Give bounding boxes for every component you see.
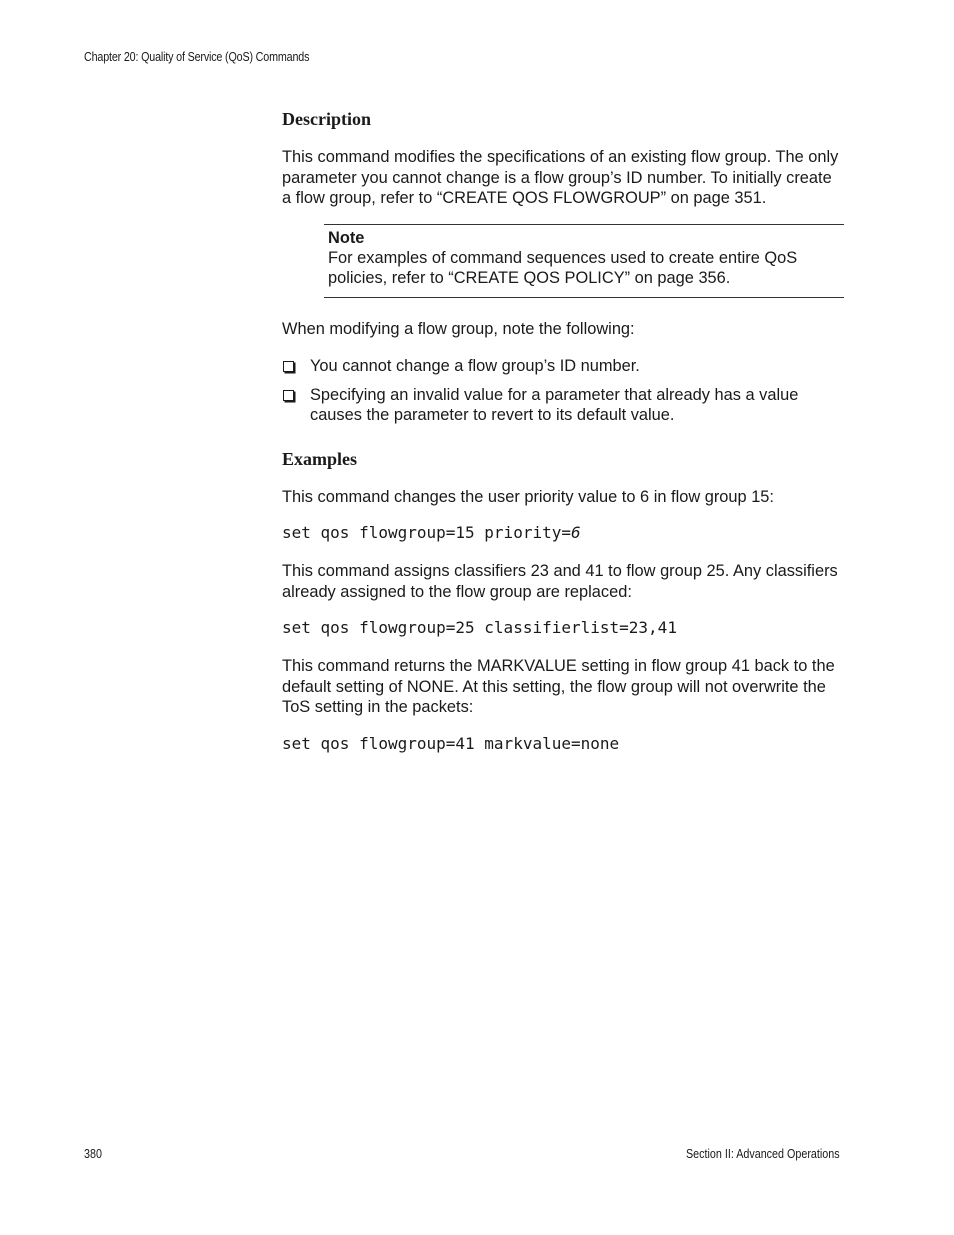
example-3-text: This command returns the MARKVALUE setting in flow group 41 back to the default setting of NONE. At this setting, the flow group will not overwrite the ToS setting in the packets: bbox=[282, 657, 835, 716]
modify-intro: When modifying a flow group, note the following: bbox=[282, 319, 635, 338]
example-2-text: This command assigns classifiers 23 and 41 to flow group 25. Any classifiers already assigned to the flow group are replaced: bbox=[282, 562, 838, 601]
note-title: Note bbox=[328, 228, 365, 247]
checkbox-bullet-icon bbox=[283, 361, 294, 372]
running-footer-section: Section II: Advanced Operations bbox=[686, 1147, 840, 1161]
page-content bbox=[282, 108, 844, 754]
example-1-code-command: set qos flowgroup=15 priority= bbox=[282, 523, 571, 542]
list-item-text: You cannot change a flow group’s ID number. bbox=[310, 357, 640, 375]
page-number: 380 bbox=[84, 1147, 102, 1161]
running-header: Chapter 20: Quality of Service (QoS) Commands bbox=[84, 50, 310, 64]
example-1-code-variable: 6 bbox=[570, 523, 581, 542]
note-box bbox=[324, 224, 844, 298]
example-1-code bbox=[282, 523, 844, 543]
description-text: This command modifies the specifications of an existing flow group. The only parameter you cannot change is a flow group’s ID number. To initially create a flow group, refer to “CREATE QOS FLOWGROUP” on page 351. bbox=[282, 148, 839, 207]
list-item bbox=[282, 356, 844, 377]
example-2-code: set qos flowgroup=25 classifierlist=23,41 bbox=[282, 618, 677, 637]
examples-heading: Examples bbox=[282, 448, 358, 469]
list-item bbox=[282, 385, 844, 426]
example-1-text: This command changes the user priority value to 6 in flow group 15: bbox=[282, 487, 774, 506]
modify-bullet-list bbox=[282, 356, 844, 426]
checkbox-bullet-icon bbox=[283, 390, 294, 401]
example-3-code: set qos flowgroup=41 markvalue=none bbox=[282, 733, 620, 753]
list-item-text: Specifying an invalid value for a parameter that already has a value causes the parameter to revert to its default value. bbox=[310, 385, 799, 424]
description-heading: Description bbox=[282, 109, 371, 129]
note-text: For examples of command sequences used to create entire QoS policies, refer to “CREATE QOS POLICY” on page 356. bbox=[328, 248, 798, 287]
